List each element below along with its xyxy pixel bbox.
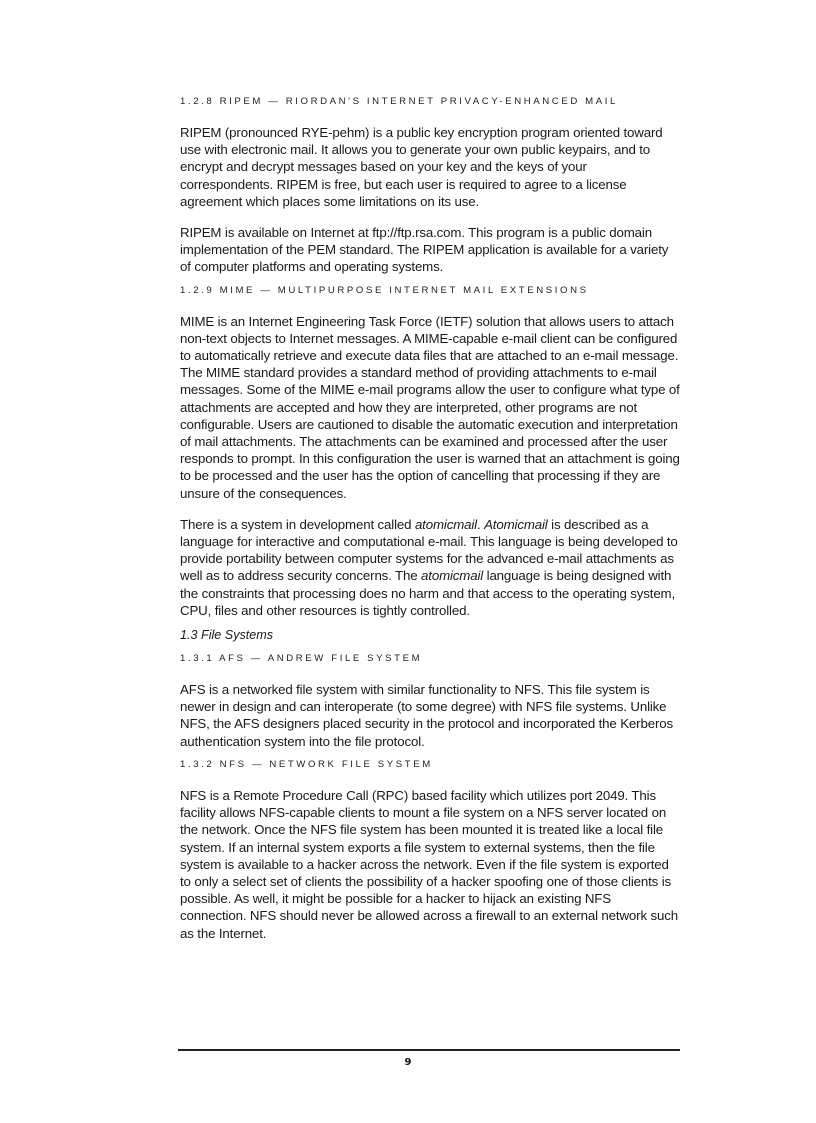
paragraph-ripem-intro: RIPEM (pronounced RYE-pehm) is a public key encryption program oriented toward use with electronic mail. It allows you to generate your own public keypairs, and to encrypt and decrypt messages based on your key and the keys of your correspondents. RIPEM is free, but each user is required to agree to a license agreement which places some limitations on its use. [180, 125, 663, 209]
atomicmail-emphasis-1: atomicmail [414, 516, 477, 532]
atomicmail-text-3: is described as a language for interactive and computational e-mail. This language is being developed to provide portability between computer systems for the advanced e-mail attachments as well as to address security concerns. The [180, 516, 678, 584]
paragraph-nfs: NFS is a Remote Procedure Call (RPC) based facility which utilizes port 2049. This facility allows NFS-capable clients to mount a file system on a NFS server located on the network. Once the NFS file system has been mounted it is treated like a local file system. If an internal system exports a file system to external systems, then the file system is available to a hacker across the network. Even if the file system is exported to only a select set of clients the possibility of a hacker spoofing one of those clients is possible. As well, it might be possible for a hacker to hijack an existing NFS connection. NFS should never be allowed across a firewall to an external network such as the Internet. [180, 787, 678, 941]
paragraph-atomicmail [180, 516, 680, 619]
paragraph-ripem-availability: RIPEM is available on Internet at ftp://ftp.rsa.com. This program is a public domain implementation of the PEM standard. The RIPEM application is available for a variety of computer platforms and operating systems. [180, 225, 669, 275]
section-heading-1-2-8: 1.2.8 RIPEM — RIORDAN'S INTERNET PRIVACY-ENHANCED MAIL [180, 96, 618, 107]
atomicmail-text-4: language is being designed with the constraints that processing does no harm and that access to the operating system, CPU, files and other resources is tightly controlled. [180, 568, 676, 618]
paragraph-afs: AFS is a networked file system with similar functionality to NFS. This file system is newer in design and can interoperate (to some degree) with NFS file systems. Unlike NFS, the AFS designers placed security in the protocol and incorporated the Kerberos authentication system into the file protocol. [180, 682, 673, 749]
atomicmail-text-2: . [476, 516, 485, 532]
paragraph-mime-intro: MIME is an Internet Engineering Task Force (IETF) solution that allows users to attach non-text objects to Internet messages. A MIME-capable e-mail client can be configured to automatically retrieve and execute data files that are attached to an e-mail message. The MIME standard provides a standard method of providing attachments to e-mail messages. Some of the MIME e-mail programs allow the user to configure what type of attachments are accepted and how they are interpreted, other programs are not configurable. Users are cautioned to disable the automatic execution and interpretation of mail attachments. The attachments can be examined and processed after the user responds to prompt. In this configuration the user is warned that an attachment is going to be processed and the user has the option of cancelling that processing if they are unsure of the consequences. [180, 313, 680, 501]
atomicmail-text-1: There is a system in development called [180, 516, 415, 532]
footer-divider [178, 1049, 680, 1051]
section-title-1-3: 1.3 File Systems [180, 628, 274, 643]
section-heading-1-2-9: 1.2.9 MIME — MULTIPURPOSE INTERNET MAIL EXTENSIONS [180, 284, 589, 296]
section-heading-1-3-2: 1.3.2 NFS — NETWORK FILE SYSTEM [180, 758, 433, 770]
atomicmail-emphasis-2: Atomicmail [484, 516, 548, 532]
section-heading-1-3-1: 1.3.1 AFS — ANDREW FILE SYSTEM [180, 653, 423, 665]
document-page [180, 96, 680, 956]
page-number: 9 [404, 1057, 412, 1068]
atomicmail-emphasis-3: atomicmail [421, 568, 484, 584]
